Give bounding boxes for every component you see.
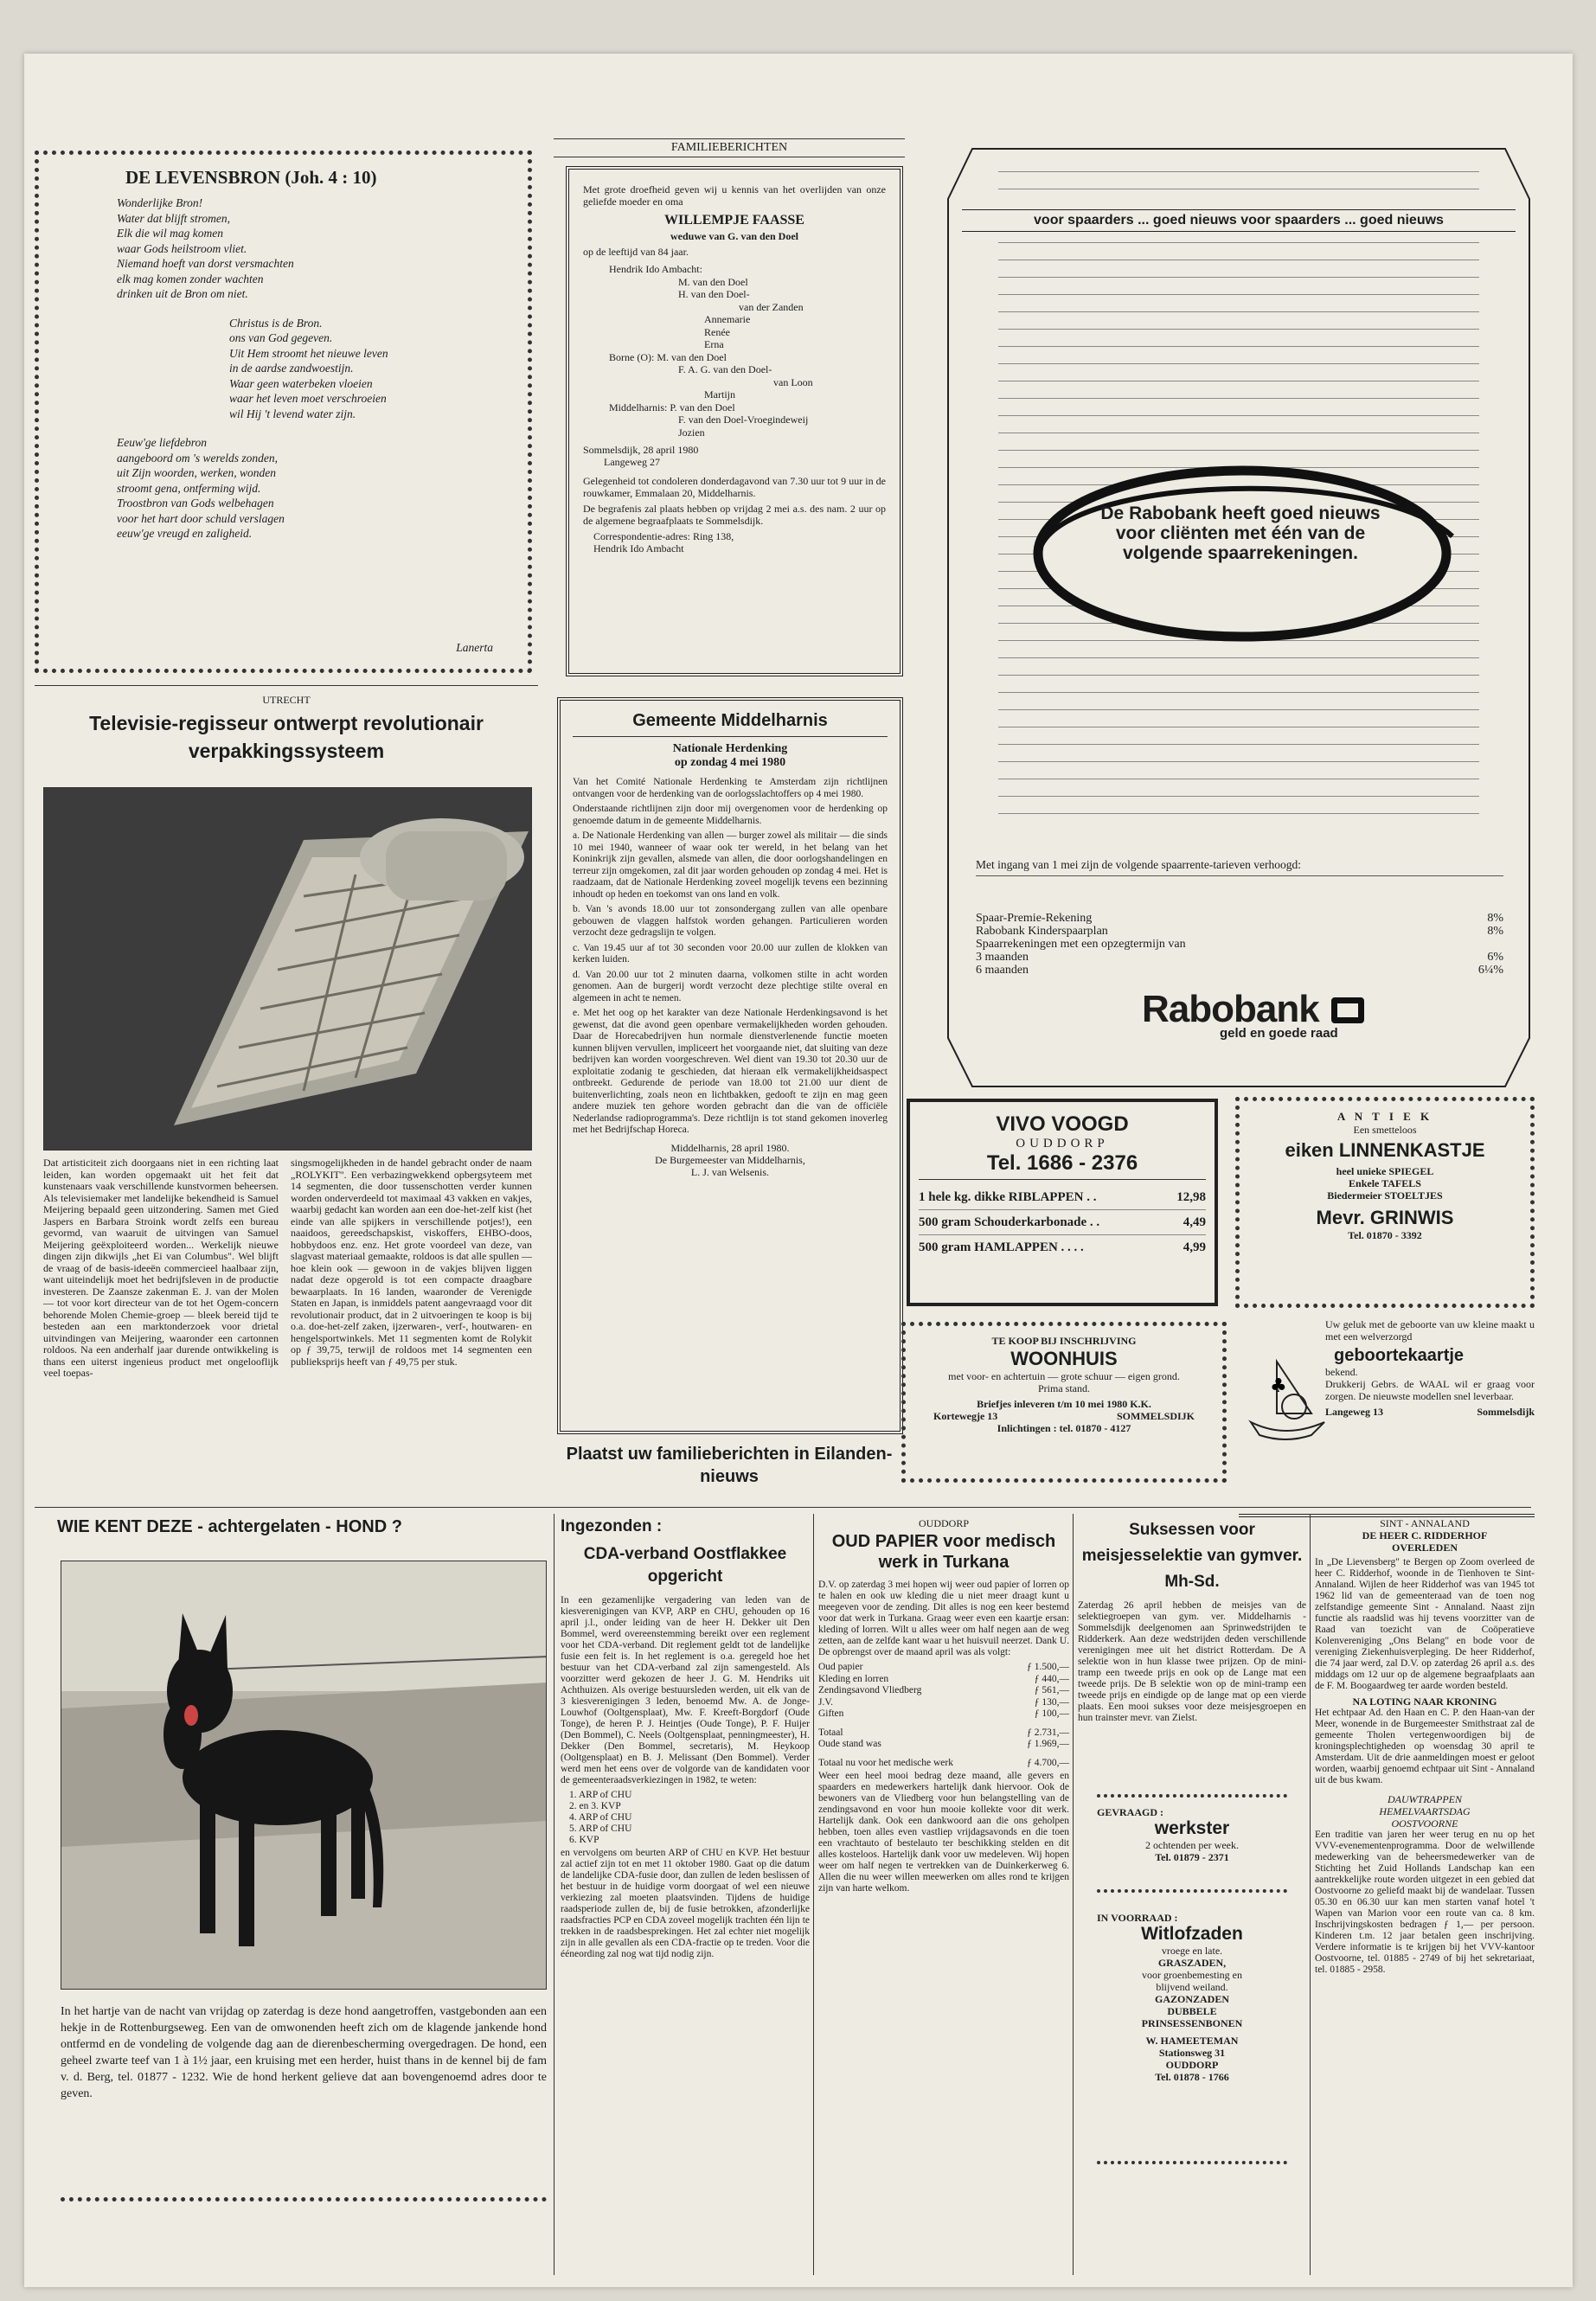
annaland-text-1: In „De Lievensberg" te Bergen op Zoom overleed de heer C. Ridderhof, woonde in de Tienhoven te Sint-Annaland. Wijlen de heer Ridderhof was van 1945 tot 1962 lid van de gemeenteraad van de toen nog zelfstandige gemeente Sint - Annaland. Naast zijn functie als raadslid was hij tevens voorzitter van de Raad van toezicht van de Coöperatieve Kolenvereniging „Ons Belang" en bode voor de vereniging Ziekenhuisverpleging. De heer Ridderhof, die 74 jaar werd, zal D.V. op zaterdag 26 april a.s. des middags om 12 uur op de algemene begraafplaats aan de F. M. Boogaardweg ter aarde worden besteld.	[1315, 1557, 1535, 1691]
divider	[35, 1507, 1531, 1508]
vivo-town: OUDDORP	[1016, 1137, 1109, 1150]
circle-text: De Rabobank heeft goed nieuws voor cliënten met één van de volgende spaarrekeningen.	[1100, 503, 1381, 563]
cda-article	[561, 1517, 810, 2279]
papier-text-2: Weer een heel mooi bedrag deze maand, alle gevers en spaarders en medewerkers hartelijk dank hiervoor. Ook de bewoners van de Vliedberg voor hun belangstelling van de zendingsavond en voor hun mooie kollekte voor dit werk. Hartelijk dank. Ook een dankwoord aan die ons geholpen hebben, toen alles even vastliep vrijdagsavonds en die toen een vrachtauto of bestelauto ter beschikking stelden en dit alles kosteloos. Hartelijk dank voor uw medeleven. Wij hopen weer om half negen te vertrekken van de Duinkerkerweg 6. Allen die nu weer willen meewerken om alles rond te krijgen zijn van harte welkom.	[818, 1771, 1069, 1894]
gemeente-p2: Onderstaande richtlijnen zijn door mij overgenomen voor de herdenking op genoemde datum in de gemeente Middelharnis.	[573, 804, 888, 826]
antiek-title: eiken LINNENKASTJE	[1285, 1139, 1485, 1161]
annaland-text-2: Het echtpaar Ad. den Haan en C. P. den Haan-van der Meer, wonende in de Burgemeester Smithstraat zal de gemeente Tholen vertegenwoordigen bij de kroningsplechtigheden op woensdag 30 april te Amsterdam. Uit de drie aanmeldingen moest er geloot worden, waarbij genoemd echtpaar uit Sint - Annaland uit de bus kwam.	[1315, 1708, 1535, 1785]
woonhuis-ad	[901, 1322, 1227, 1483]
annaland-sub2a: DAUWTRAPPEN	[1388, 1793, 1462, 1805]
guideline-a: a. De Nationale Herdenking van allen — burger zowel als militair — die sinds 10 mei 1940, wanneer of waar ook ter wereld, in het belang van het Koninkrijk zijn gevallen, alsmede van allen, die door oorlogshandelingen en terreur zijn omgekomen, zal dit jaar worden gehouden op zondag 4 mei. Het is raadzaam, dat de Nationale Herdenking zoveel mogelijk tevens een bezinning inhoudt op heden en toekomst van ons land en volk.	[573, 830, 888, 900]
dog-article	[35, 1514, 550, 2275]
poem-title: DE LEVENSBRON (Joh. 4 : 10)	[125, 167, 377, 188]
dog-headline: WIE KENT DEZE - achtergelaten - HOND ?	[57, 1517, 402, 1536]
annaland-article	[1315, 1517, 1535, 2279]
poem-stanza-2: Christus is de Bron. ons van God gegeven. Uit Hem stroomt het nieuwe leven in de aardse zandwoestijn. Waar geen waterbeken vloeien waar het leven moet verschroeien wil Hij 't levend water zijn.	[229, 316, 388, 420]
rabobank-ad	[946, 147, 1531, 1088]
witlof-title: Witlofzaden	[1141, 1924, 1243, 1944]
rabobank-wordmark: Rabobank	[1142, 988, 1319, 1030]
witlof-head: IN VOORRAAD :	[1097, 1912, 1178, 1924]
guideline-e: e. Met het oog op het karakter van deze Nationale Herdenkingsavond is het gewenst, dat die avond geen openbare vermakelijkheden worden gehouden. Daar de Horecabedrijven hun normale dienstverlenende functie moeten kunnen blijven vervullen, impliceert het voorgaande niet, dat sluiting van deze bedrijven kan worden voorgeschreven. Wel dient van 19.30 tot 20.30 uur de exploitatie zodanig te geschieden, dat hieraan elk vermakelijkheidsaspect ontbreekt. Gedurende de periode van 18.00 tot 21.00 uur dient de buitenverlichting, zoals neon en lichtbakken, gedooft te zijn en mag geen andere muziek ten gehore worden gebracht dan die van de officiële Nederlandse radioprogramma's. Deze richtlijn is tot stand gekomen inoverleg met het Bedrijfschap Horeca.	[573, 1008, 888, 1135]
gevraagd-line: 2 ochtenden per week.	[1145, 1839, 1239, 1851]
rates-table	[976, 912, 1503, 977]
death-notice	[566, 166, 903, 676]
vivo-item: 1 hele kg. dikke RIBLAPPEN . . 12,98	[919, 1185, 1206, 1210]
geboorte-title: geboortekaartje	[1334, 1346, 1465, 1365]
annaland-sub: NA LOTING NAAR KRONING	[1352, 1695, 1497, 1708]
annaland-sub2c: OOSTVOORNE	[1391, 1817, 1458, 1830]
divider	[35, 685, 538, 686]
article-utrecht	[35, 690, 538, 1495]
burial-info: De begrafenis zal plaats hebben op vrijdag 2 mei a.s. des nam. 2 uur op de algemene begraafplaats te Sommelsdijk.	[583, 503, 886, 527]
vivo-name: VIVO VOOGD	[996, 1112, 1129, 1136]
gevraagd-ad	[1097, 1794, 1287, 1893]
roldoos-image	[44, 788, 532, 1150]
cda-text-2: en vervolgens om beurten ARP of CHU en KVP. Het bestuur zal actief zijn tot en met 11 oktober 1980. Gaat op die datum de landelijke CDA-fusie door, dan zullen de leden beslissen of het bestuur in de huidige vorm doorgaat of wel een nieuwe verkiezing zal moeten plaatsvinden. Tijdens de huidige raadsperiode zullen de, bij de fusie betrokken, afzonderlijke raadsfracties PCP en CDA zoveel mogelijk trachten één lijn te trekken in de raadsbesprekingen. Het zal echter niet mogelijk zijn in alle gevallen als een CDA-fractie op te treden. Voor die ééneording zal nog wat tijd nodig zijn.	[561, 1848, 810, 1959]
witlof-town: OUDDORP	[1165, 2059, 1219, 2071]
rate-row: Spaarrekeningen met een opzegtermijn van	[976, 938, 1186, 951]
annaland-sub2b: HEMELVAARTSDAG	[1379, 1805, 1471, 1817]
woonhuis-brief: Briefjes inleveren t/m 10 mei 1980 K.K.	[977, 1398, 1151, 1410]
cda-list: 1. ARP of CHU 2. en 3. KVP 4. ARP of CHU 5. ARP of CHU 6. KVP	[569, 1790, 632, 1845]
guideline-c: c. Van 19.45 uur af tot 30 seconden voor 20.00 uur zullen de klokken van kerken luiden.	[573, 942, 888, 965]
rabobank-r-icon	[1331, 997, 1364, 1023]
witlof-l5: GAZONZADEN	[1154, 1993, 1229, 2005]
guideline-b: b. Van 's avonds 18.00 uur tot zonsondergang zullen van alle openbare gebouwen de vlaggen halfstok worden gehangen. Particulieren worden verzocht deze gedragslijn te volgen.	[573, 904, 888, 938]
gemeente-title: Gemeente Middelharnis	[573, 711, 888, 737]
woonhuis-state: Prima stand.	[1038, 1382, 1090, 1394]
witlof-l4: blijvend weiland.	[1156, 1981, 1228, 1993]
woonhuis-title: WOONHUIS	[1010, 1348, 1118, 1369]
antiek-name: Mevr. GRINWIS	[1316, 1207, 1454, 1228]
gemeente-sign-2: L. J. van Welsenis.	[690, 1165, 770, 1178]
geboorte-l2: bekend.	[1325, 1366, 1358, 1378]
papier-table: Oud papier ƒ 1.500,— Kleding en lorren ƒ 440,— Zendingsavond Vliedberg ƒ 561,— J.V. ƒ 130,— Giften ƒ 100,— Totaal ƒ 2.731,— Oude stand was ƒ 1.969,— Totaal nu voor het medische werk ƒ 4.700,—	[818, 1662, 1069, 1768]
gemeente-notice	[557, 697, 903, 1434]
antiek-l3: Biedermeier STOELTJES	[1327, 1189, 1443, 1202]
antiek-head: A N T I E K	[1336, 1110, 1433, 1123]
gemeente-p1: Van het Comité Nationale Herdenking te Amsterdam zijn richtlijnen ontvangen voor de herdenking van de oorlogsslachtoffers op 4 mei 1980.	[573, 777, 888, 799]
vivo-tel: Tel. 1686 - 2376	[919, 1151, 1206, 1180]
woonhuis-desc: met voor- en achtertuin — grote schuur — eigen grond.	[948, 1370, 1180, 1382]
witlof-l3: voor groenbemesting en	[1142, 1969, 1242, 1981]
notice-intro: Met grote droefheid geven wij u kennis van het overlijden van onze geliefde moeder en oma	[583, 183, 886, 208]
gevraagd-tel: Tel. 01879 - 2371	[1155, 1851, 1229, 1863]
antiek-l2: Enkele TAFELS	[1349, 1177, 1421, 1189]
antiek-ad	[1235, 1097, 1535, 1308]
geboorte-l1: Uw geluk met de geboorte van uw kleine maakt u met een welverzorgd	[1325, 1318, 1535, 1343]
poem-stanza-1: Wonderlijke Bron! Water dat blijft stromen, Elk die wil mag komen waar Gods heilstroom vliet. Niemand hoeft van dorst versmachten elk mag komen zonder wachten drinken uit de Bron om niet.	[117, 196, 294, 300]
witlof-addr: Stationsweg 31	[1158, 2047, 1226, 2059]
rabobank-banner: voor spaarders ... goed nieuws voor spaarders ... goed nieuws	[962, 209, 1516, 232]
wavy-border	[61, 2197, 547, 2204]
rolykit-photo	[43, 787, 532, 1150]
woonhuis-head: TE KOOP BIJ INSCHRIJVING	[991, 1335, 1137, 1347]
witlof-l6: DUBBELE	[1167, 2005, 1217, 2017]
antiek-sub: Een smetteloos	[1353, 1124, 1417, 1136]
geboorte-ad	[1239, 1318, 1535, 1517]
annaland-text-3: Een traditie van jaren her weer terug en nu op het VVV-evenementenprogramma. Door de welwillende medewerking van de beheersmedewerker van de Stichting het Zuid Hollands Landschap kan een aantrekkelijke route worden uitgezet in een gebied dat Oostvoorne zo geliefd maakt bij de wandelaar. Tussen 05.30 en 06.30 uur kan men starten vanaf hotel 't Wapen van Marion voor een route van ca. 8 km. Inschrijvingskosten bedragen ƒ 1,— per persoon. Kinderen t.m. 12 jaar betalen geen inschrijving. Verdere informatie is te krijgen bij het VVV-kantoor Oostvoorne, tel. 01885 - 2749 of bij het sekretariaat, tel. 01885 - 2958.	[1315, 1830, 1535, 1975]
geboorte-address: Langeweg 13 Sommelsdijk	[1325, 1406, 1535, 1418]
correspondence-address: Correspondentie-adres: Ring 138, Hendrik Ido Ambacht	[593, 530, 734, 554]
family-list: Hendrik Ido Ambacht: M. van den Doel H. van den Doel- van der Zanden Annemarie Renée Erna Borne (O): M. van den Doel F. A. G. van den Doel- van Loon Martijn Middelharnis: P. van den Doel F. van den Doel-Vroegindeweij Jozien	[609, 263, 813, 439]
article-col-2: singsmogelijkheden in de handel gebracht onder de naam „ROLYKIT". Een verbazingwekkend opbergsyteem met 14 segmenten, die door tussenschotten verder kunnen worden onderverdeeld tot maximaal 43 vakken en vakjes, waarbij gedacht kan worden aan een doe-het-zelf kist (het einde van alle spijkers in verschillende potjes!), een naaidoos, gereedschapskist, viskoffers, EHBO-doos, hobbydoos enz. enz. Het grote voordeel van deze, van slagvast materiaal gemaakte, roldoos is dat alle spullen — hoe klein ook — gewoon in de vakjes blijven liggen nadat deze opgerold is tot een compacte draagbare bewaarplaats. In 16 landen, waaronder de Verenigde Staten en Japan, is inmiddels patent aangevraagd voor dit revolutionair product, dat in 2 uitvoeringen te koop is bij o.a. doe-het-zelf zaken, ijzerwaren-, verf-, houtwaren- en hengelsportwinkels. Met 11 segmenten komt de Rolykit op ƒ 39,75, terwijl de roldoos met 14 segmenten een publieksprijs heeft van ƒ 49,75 per stuk.	[291, 1157, 532, 1368]
divider	[1310, 1514, 1311, 2275]
herdenking-date: op zondag 4 mei 1980	[674, 756, 786, 769]
papier-town: OUDDORP	[918, 1517, 969, 1529]
geboorte-l3: Drukkerij Gebrs. de WAAL wil er graag voor zorgen. De nieuwste modellen snel leverbaar.	[1325, 1378, 1535, 1402]
meisjes-article	[1078, 1517, 1306, 1785]
woonhuis-info: Inlichtingen : tel. 01870 - 4127	[997, 1422, 1131, 1434]
cda-label: Ingezonden :	[561, 1517, 663, 1535]
annaland-head-2: OVERLEDEN	[1391, 1541, 1458, 1554]
divider	[813, 1514, 814, 2275]
rabobank-slogan: geld en goede raad	[1220, 1026, 1338, 1041]
cda-title: CDA-verband Oostflakkee opgericht	[583, 1545, 787, 1586]
marker-circle	[946, 450, 1531, 709]
deceased-name: WILLEMPJE FAASSE	[664, 213, 804, 228]
deceased-widow: weduwe van G. van den Doel	[670, 230, 798, 242]
deceased-age: op de leeftijd van 84 jaar.	[583, 246, 689, 258]
dateline: UTRECHT	[262, 694, 311, 706]
papier-text: D.V. op zaterdag 3 mei hopen wij weer oud papier of lorren op te halen en ook uw kleding die u niet meer draagt kunt u meegeven voor de zending. Dit alles is nog een keer bestemd voor dat werk in Turkana. Graag weer even een kaartje ersan: kleding of lorren. Wilt u alles weer om half negen aan de weg zetten, aan de zelfde kant waar u het huisvuil neerzet. Dank U. De opbrengst over de maand april was als volgt:	[818, 1580, 1069, 1657]
place-date: Sommelsdijk, 28 april 1980	[583, 444, 699, 456]
article-col-1: Dat artisticiteit zich doorgaans niet in een richting laat leiden, kan worden opgemaakt uit het feit dat kunstenaars vaak verschillende kunstvormen beheersen. Als televisiemaker met landelijke bekendheid is Samuel Meijering bepaald geen uitzondering. Samen met Gied Jaspers en Barbara Stroink wordt zelfs een bureau gevormd, van waaruit de uitvingen van Samuel Meijering geëxploiteerd worden... Werkelijk nieuwe dingen zijn dikwijls „het Ei van Columbus". Wel blijft de vraag of de basis-ideeën commercieel haalbaar zijn, want uiteindelijk moet het bedrijfsleven in de productie investeren. De Zaansze zakenman E. J. van der Molen — tot voor kort directeur van de tot het Ogem-concern behorende Molen Chemie-groep — bleek bereid tijd te besteden aan een marktonderzoek voor drietal uitvindingen van Meijering, waaronder een cartonnen roldoos. Na een anderhalf jaar durende ontwikkeling is thans een uiterst ingenieus product met ongelooflijk veel toepas-	[43, 1157, 279, 1379]
witlof-l2: GRASZADEN,	[1157, 1957, 1227, 1969]
witlof-name: W. HAMEETEMAN	[1145, 2035, 1239, 2047]
dog-photo	[61, 1561, 547, 1990]
condolence-info: Gelegenheid tot condoleren donderdagavond van 7.30 uur tot 9 uur in de rouwkamer, Emmalaan 20, Middelharnis.	[583, 475, 886, 499]
black-dog-image	[61, 1561, 547, 1990]
headline: Televisie-regisseur ontwerpt revolutionair verpakkingssysteem	[89, 712, 484, 762]
rabobank-logo	[1142, 988, 1401, 1048]
vivo-item: 500 gram Schouderkarbonade . . 4,49	[919, 1210, 1206, 1235]
rates-intro: Met ingang van 1 mei zijn de volgende spaarrente-tarieven verhoogd:	[976, 858, 1503, 876]
meisjes-text: Zaterdag 26 april hebben de meisjes van de selektiegroepen van gym. ver. Middelharnis - Sommelsdijk deelgenomen aan Sprinwedstrijden te Ridderkerk. Aan deze wedstrijden deden verschillende verenigingen mee uit het district Rotterdam. De A selektie won in hun klasse twee prijzen. Op de mini-tramp een tweede prijs en ook op de Lange mat een tweede prijs. De B selektie won op de mini-tramp een tweede prijs en eindigde op de lange mat op een vierde plaats. Een mooi sukses voor deze meisjesgroepen en hun trainster mevr. van Zielst.	[1078, 1600, 1306, 1723]
vivo-item: 500 gram HAMLAPPEN . . . . 4,99	[919, 1240, 1206, 1254]
plaatst-familieberichten: Plaatst uw familieberichten in Eilanden-nieuws	[566, 1445, 893, 1486]
annaland-dateline: SINT - ANNALAND	[1380, 1517, 1470, 1529]
rate-row: 3 maanden 6%	[976, 951, 1503, 964]
vivo-voogd-ad	[907, 1099, 1218, 1306]
divider	[1073, 1514, 1074, 2275]
papier-article	[818, 1517, 1069, 2279]
poem-stanza-3: Eeuw'ge liefdebron aangeboord om 's werelds zonden, uit Zijn woorden, werken, wonden stroomt gena, ontferming wijd. Troostbron van Gods welbehagen voor het hart door schuld verslagen eeuw'ge vreugd en zaligheid.	[117, 436, 285, 540]
antiek-l1: heel unieke SPIEGEL	[1336, 1165, 1434, 1177]
familie-header: FAMILIEBERICHTEN	[554, 138, 905, 157]
annaland-head-1: DE HEER C. RIDDERHOF	[1362, 1529, 1488, 1541]
cda-text: In een gezamenlijke vergadering van leden van de kiesverenigingen van KVP, ARP en CHU, gehouden op 16 april j.l., onder leiding van de heer H. Dekker uit Den Bommel, werd overeenstemming bereikt over een reglement voor het CDA-verband. Dit reglement geldt tot de landelijke fusie een feit is. In het reglement is o.a. geregeld hoe het bestuur van het CDA-verband zal zijn samengesteld. Als voorzitter werd gekozen de heer J. G. M. Hendriks uit Achthuizen. Als overige bestuursleden werden, uit elk van de 3 kiesverenigingen 3 leden, benoemd Mw. A. de Jonge-Louwhof (Ooltgensplaat), Mw. F. Kreeft-Borgdorf (Oude Tonge), de heren P. J. Heintjes (Oude Tonge), P. F. Huijer (Den Bommel), C. Neels (Ooltgensplaat, penningmeester), H. Dekker (Den Bommel, secretaris), M. Heykoop (Ooltgensplaat) en B. J. Melissant (Den Bommel). Verder werd men het eens over de volgorde van de kandidaten voor de gemeenteraadsverkiezingen in 1982, te weten:	[561, 1595, 810, 1785]
papier-title: OUD PAPIER voor medisch werk in Turkana	[831, 1532, 1056, 1572]
poem-box	[35, 151, 532, 673]
witlof-l7: PRINSESSENBONEN	[1141, 2017, 1243, 2029]
rate-row: Spaar-Premie-Rekening 8%	[976, 912, 1503, 925]
baby-boat-icon	[1242, 1353, 1329, 1457]
home-address: Langeweg 27	[604, 456, 660, 468]
rate-row: Rabobank Kinderspaarplan 8%	[976, 925, 1503, 938]
poem-author: Lanerta	[456, 641, 493, 654]
rate-row: 6 maanden 6¼%	[976, 964, 1503, 977]
guideline-d: d. Van 20.00 uur tot 2 minuten daarna, volkomen stilte in acht worden genomen. Aan de burgerij wordt verzocht deze plechtige stilte overal en algemeen in acht te nemen.	[573, 969, 888, 1003]
antiek-tel: Tel. 01870 - 3392	[1348, 1229, 1422, 1241]
ad-lines-top	[998, 171, 1479, 206]
gevraagd-title: werkster	[1154, 1818, 1230, 1838]
gemeente-date: Middelharnis, 28 april 1980.	[670, 1141, 790, 1154]
newspaper-page	[24, 54, 1573, 2287]
herdenking-title: Nationale Herdenking	[672, 742, 788, 755]
gemeente-sign-1: De Burgemeester van Middelharnis,	[655, 1153, 805, 1166]
woonhuis-address: Kortewegje 13 SOMMELSDIJK	[933, 1410, 1195, 1422]
svg-text:♣: ♣	[1270, 1375, 1287, 1397]
dog-text: In het hartje van de nacht van vrijdag op zaterdag is deze hond aangetroffen, vastgebonden aan een hekje in de Rottenburgseweg. Een van de omwonenden heeft zich om de klagende jankende hond ontfermd en de vondeling de volgende dag aan de dierenbescherming overgedragen. De hond, een geheel zwarte teef van 1 à 1½ jaar, een kruising met een herder, huist thans in de kennel bij de fam v. d. Berg, tel. 01877 - 1232. Wie de hond herkent gelieve dat aan bovengenoemd adres door te geven.	[61, 2005, 547, 2100]
witlof-tel: Tel. 01878 - 1766	[1155, 2071, 1229, 2083]
witlof-ad	[1097, 1905, 1287, 2164]
witlof-l1: vroege en late.	[1161, 1945, 1223, 1957]
meisjes-title: Suksessen voor meisjesselektie van gymver. Mh-Sd.	[1081, 1521, 1303, 1591]
gevraagd-head: GEVRAAGD :	[1097, 1806, 1163, 1818]
